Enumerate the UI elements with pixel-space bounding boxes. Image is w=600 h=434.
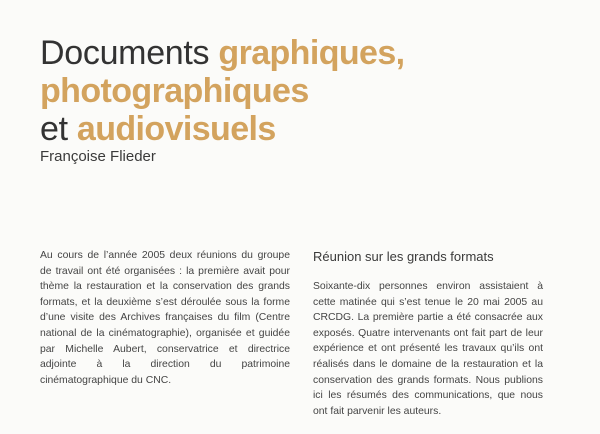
article-author: Françoise Flieder bbox=[40, 148, 156, 165]
title-line1-accent: graphiques, bbox=[218, 34, 405, 72]
section-body: Soixante-dix personnes environ assistaient à cette matinée qui s’est tenue le 20 mai 2005 au CRCDG. La première partie a été consacrée aux exposés. Quatre intervenants ont fait part de leur expérience et ont présenté les travaux qu’ils ont réalisés dans le domaine de la restauration et la conservation des grands formats. Nous publions ici les résumés des communications, que nous ont fait parvenir les auteurs. bbox=[313, 281, 543, 417]
title-line3-plain: et bbox=[40, 110, 77, 148]
article-title bbox=[40, 34, 405, 148]
intro-paragraph: Au cours de l’année 2005 deux réunions du groupe de travail ont été organisées : la première avait pour thème la restauration et la conservation des grands formats, et la deuxième s’est déroulée sous la forme d’une visite des Archives françaises du film (Centre national de la cinématographie), organisée et guidée par Michelle Aubert, conservatrice et directrice adjointe à la direction du patrimoine cinématographique du CNC. bbox=[40, 250, 290, 386]
title-line3-accent: audiovisuels bbox=[76, 110, 276, 148]
title-line2-accent: photographiques bbox=[40, 72, 309, 110]
title-line1-plain: Documents bbox=[40, 34, 219, 72]
section-heading: Réunion sur les grands formats bbox=[313, 249, 494, 264]
